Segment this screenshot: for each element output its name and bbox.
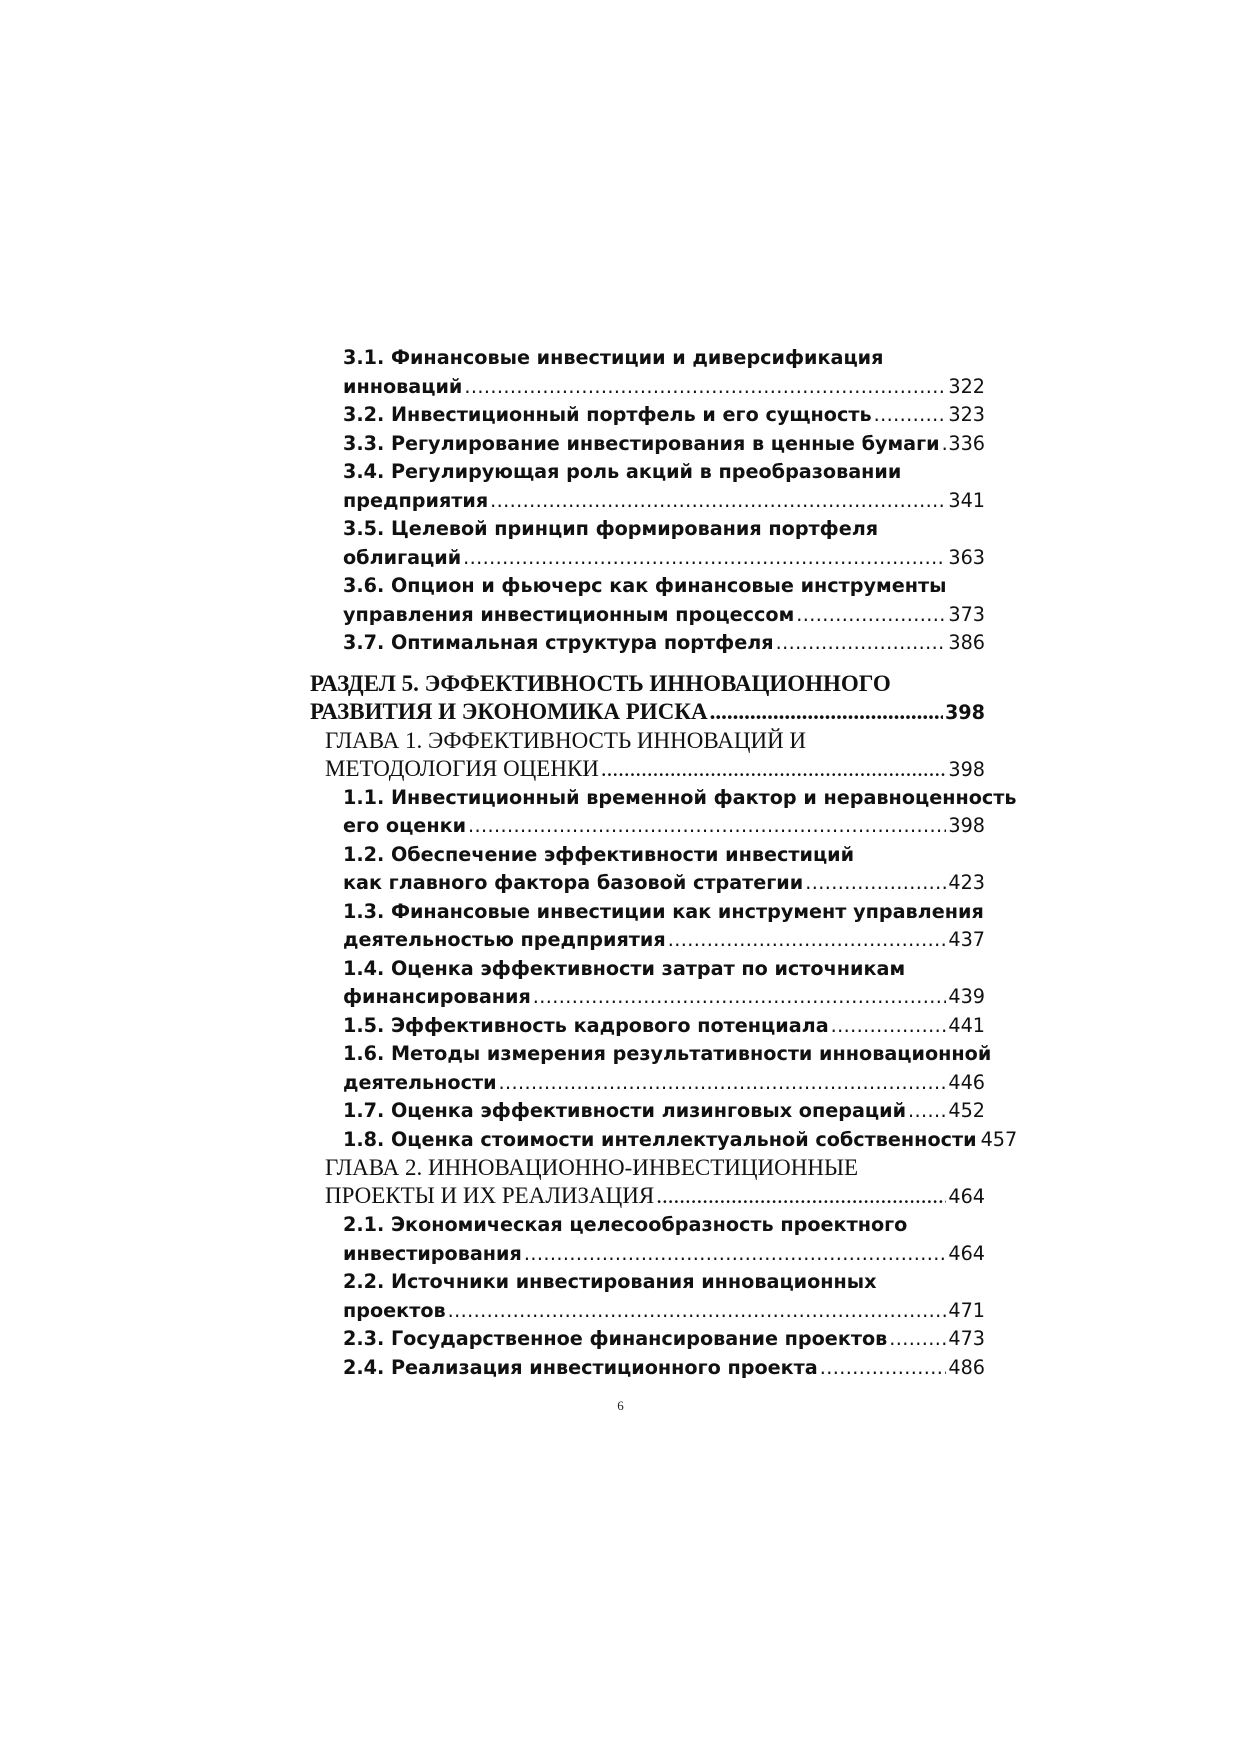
table-of-contents	[310, 344, 1018, 1382]
toc-page-number: 471	[948, 1298, 985, 1322]
toc-entry-1-3	[310, 898, 985, 955]
toc-entry-title-line: РАЗДЕЛ 5. ЭФФЕКТИВНОСТЬ ИННОВАЦИОННОГО	[310, 670, 891, 696]
toc-entry-1-4	[310, 955, 985, 1012]
toc-entry-3-3	[310, 430, 985, 459]
dot-leader	[448, 1297, 947, 1326]
toc-entry-title-line: 3.5. Целевой принцип формирования портфеля	[343, 517, 879, 540]
dot-leader	[820, 1354, 947, 1383]
toc-entry-3-6	[310, 572, 985, 629]
toc-page-number: 486	[948, 1355, 985, 1379]
toc-entry-title: 1.5. Эффективность кадрового потенциала	[343, 1013, 829, 1037]
dot-leader	[776, 629, 947, 658]
dot-leader	[490, 487, 946, 516]
toc-page-number: 398	[948, 757, 985, 781]
toc-entry-title: как главного фактора базовой стратегии	[343, 871, 804, 894]
toc-entry-razdel-5	[310, 670, 985, 727]
toc-entry-title: облигаций	[343, 545, 462, 569]
toc-entry-title-line: 3.1. Финансовые инвестиции и диверсификация	[343, 346, 884, 369]
toc-entry-1-8	[310, 1126, 1018, 1155]
toc-entry-3-1	[310, 344, 985, 401]
toc-page-number: 398	[948, 814, 985, 837]
toc-page-number: 446	[948, 1070, 985, 1094]
dot-leader	[499, 1069, 947, 1098]
toc-entry-1-7	[310, 1097, 985, 1126]
toc-entry-3-4	[310, 458, 985, 515]
toc-page-number: 439	[948, 985, 985, 1008]
toc-entry-title-line: 1.2. Обеспечение эффективности инвестиций	[343, 842, 855, 866]
toc-page-number: 457	[980, 1127, 1018, 1151]
dot-leader	[805, 869, 946, 898]
dot-leader	[468, 812, 946, 841]
dot-leader	[874, 401, 947, 430]
dot-leader	[831, 1012, 947, 1041]
toc-entry-title: 1.8. Оценка стоимости интеллектуальной собственности	[343, 1127, 977, 1151]
toc-page-number: 373	[948, 602, 985, 626]
toc-entry-title-line: 1.6. Методы измерения результативности инновационной	[343, 1042, 992, 1065]
toc-page-number: 441	[948, 1013, 985, 1037]
toc-entry-1-6	[310, 1040, 992, 1097]
toc-entry-title: деятельностью предприятия	[343, 928, 666, 951]
dot-leader	[533, 983, 947, 1012]
page-number: 6	[617, 1398, 624, 1413]
toc-page-number: 322	[948, 374, 985, 398]
toc-entry-title: 3.3. Регулирование инвестирования в ценные бумаги	[343, 431, 940, 455]
toc-entry-glava-1	[310, 727, 985, 784]
toc-entry-title: 2.3. Государственное финансирование проектов	[343, 1327, 888, 1350]
toc-entry-2-3	[310, 1325, 985, 1354]
toc-entry-title: проектов	[343, 1298, 446, 1322]
toc-entry-title: 3.7. Оптимальная структура портфеля	[343, 631, 774, 654]
dot-leader	[463, 544, 946, 573]
toc-page-number: 341	[948, 488, 985, 512]
toc-entry-1-5	[310, 1012, 985, 1041]
toc-entry-title: деятельности	[343, 1070, 497, 1094]
toc-entry-title-line: 1.1. Инвестиционный временной фактор и неравноценность	[343, 785, 1017, 809]
toc-entry-1-1	[310, 784, 1017, 841]
toc-page-number: 473	[948, 1327, 985, 1350]
dot-leader	[524, 1240, 947, 1269]
toc-page-number: 452	[948, 1099, 985, 1122]
toc-page-number: 423	[948, 871, 985, 894]
toc-entry-title: ПРОЕКТЫ И ИХ РЕАЛИЗАЦИЯ	[325, 1183, 655, 1208]
toc-entry-title: РАЗВИТИЯ И ЭКОНОМИКА РИСКА	[310, 698, 708, 724]
toc-entry-title: финансирования	[343, 985, 531, 1008]
toc-entry-title-line: 3.4. Регулирующая роль акций в преобразовании	[343, 460, 902, 483]
toc-entry-title: 3.2. Инвестиционный портфель и его сущность	[343, 403, 872, 426]
toc-entry-title-line: 2.1. Экономическая целесообразность проектного	[343, 1213, 908, 1236]
toc-page-number: 398	[944, 700, 985, 724]
dot-leader	[796, 601, 946, 630]
dot-leader	[601, 755, 946, 783]
toc-page-number: 336	[948, 431, 985, 455]
toc-entry-title: МЕТОДОЛОГИЯ ОЦЕНКИ	[325, 755, 599, 781]
toc-page-number: 323	[948, 403, 985, 426]
toc-entry-title: 1.7. Оценка эффективности лизинговых операций	[343, 1099, 907, 1122]
toc-entry-title-line: 3.6. Опцион и фьючерс как финансовые инструменты	[343, 574, 947, 597]
dot-leader	[942, 430, 947, 459]
toc-entry-title: инноваций	[343, 374, 463, 398]
toc-entry-3-5	[310, 515, 985, 572]
dot-leader	[668, 926, 947, 955]
dot-leader	[710, 698, 943, 726]
toc-entry-title: управления инвестиционным процессом	[343, 602, 795, 626]
toc-entry-title-line: ГЛАВА 1. ЭФФЕКТИВНОСТЬ ИННОВАЦИЙ И	[325, 727, 807, 753]
dot-leader	[889, 1325, 946, 1354]
toc-entry-title: 2.4. Реализация инвестиционного проекта	[343, 1355, 818, 1379]
toc-entry-1-2	[310, 841, 985, 898]
toc-page-number: 464	[948, 1241, 985, 1265]
toc-entry-title: его оценки	[343, 814, 467, 837]
toc-entry-title-line: 1.4. Оценка эффективности затрат по источникам	[343, 956, 906, 980]
toc-entry-title: инвестирования	[343, 1241, 522, 1265]
toc-entry-3-2	[310, 401, 985, 430]
dot-leader	[908, 1097, 946, 1126]
toc-entry-title-line: 2.2. Источники инвестирования инновационных	[343, 1270, 877, 1293]
toc-entry-3-7	[310, 629, 985, 658]
toc-entry-2-2	[310, 1268, 985, 1325]
dot-leader	[464, 373, 946, 402]
toc-page-number: 464	[948, 1185, 985, 1208]
toc-entry-2-4	[310, 1354, 985, 1383]
toc-entry-glava-2	[310, 1154, 985, 1211]
toc-entry-2-1	[310, 1211, 985, 1268]
toc-page-number: 437	[948, 928, 985, 951]
toc-entry-title-line: ГЛАВА 2. ИННОВАЦИОННО-ИНВЕСТИЦИОННЫЕ	[325, 1155, 859, 1180]
toc-entry-title-line: 1.3. Финансовые инвестиции как инструмент управления	[343, 899, 984, 923]
dot-leader	[656, 1182, 946, 1210]
toc-page-number: 363	[948, 545, 985, 569]
toc-entry-title: предприятия	[343, 488, 489, 512]
toc-page-number: 386	[948, 631, 985, 654]
